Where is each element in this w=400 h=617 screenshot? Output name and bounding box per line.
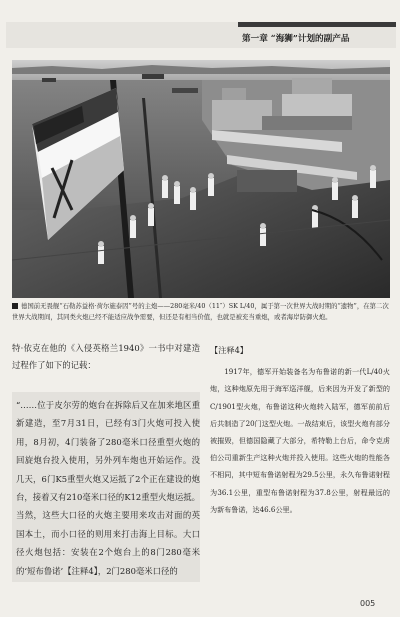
running-header: [6, 22, 396, 48]
intro-paragraph: 特·依克在他的《入侵英格兰1940》一书中对建造过程作了如下的记载：: [12, 343, 200, 371]
caption-text: 德国前无畏舰“石勒苏益格·荷尔施泰因”号的主炮——280毫米/40（11″）SK L/40，属于第一次世界大战时期的“遗物”，在第二次世界大战期间，其同类火炮已经不能适应战争需要，但还是有相当价值，也就是被充当重炮，或者海岸防御火炮。: [12, 302, 389, 321]
note-body: 1917年，德军开始装备名为布鲁诺的新一代L/40火炮，这种炮原先用于海军巡洋舰，后来因为开发了新型的C/1901型火炮，布鲁诺这种火炮转入陆军，德军前前后后共制造了20门这型火炮。一战结束后，该型火炮有部分被摧毁，但德国隐藏了大部分，希特勒上台后，命令克虏伯公司重新生产这种火炮并投入使用。这些火炮的性能各不相同，其中短布鲁诺射程为29.5公里，永久布鲁诺射程为36.1公里，重型布鲁诺射程为37.8公里，射程最远的为新布鲁诺，达46.6公里。: [210, 367, 390, 514]
quote-block: [12, 392, 200, 582]
photo-caption: [12, 301, 390, 322]
note-title: 【注释4】: [210, 345, 248, 355]
battleship-photo: [12, 60, 390, 298]
page-number: 005: [360, 599, 376, 608]
chapter-title: 第一章 “海狮”计划的副产品: [242, 34, 350, 44]
caption-marker: [12, 303, 18, 309]
left-column: [12, 340, 200, 374]
battleship-photo-illustration: [12, 60, 390, 298]
header-bar: [238, 22, 396, 27]
note-column: [210, 342, 390, 518]
quote-text: “……位于皮尔劳的炮台在拆除后又在加来地区重新建造，至7月31日，已经有3门火炮可投入使用，8月初，4门装备了280毫米口径重型火炮的回旋炮台投入使用，另外列车炮也开始运作。没几天，6门K5重型火炮又运抵了2个正在建设的炮台，接着又有210毫米口径的K12重型火炮运抵。当然，这些大口径的火炮主要用来攻击对面的英国本土，而小口径的则用来打击海上目标。大口径火炮包括：安装在2个炮台上的8门280毫米的‘短布鲁诺’【注释4】，2门280毫米口径的: [16, 400, 200, 576]
